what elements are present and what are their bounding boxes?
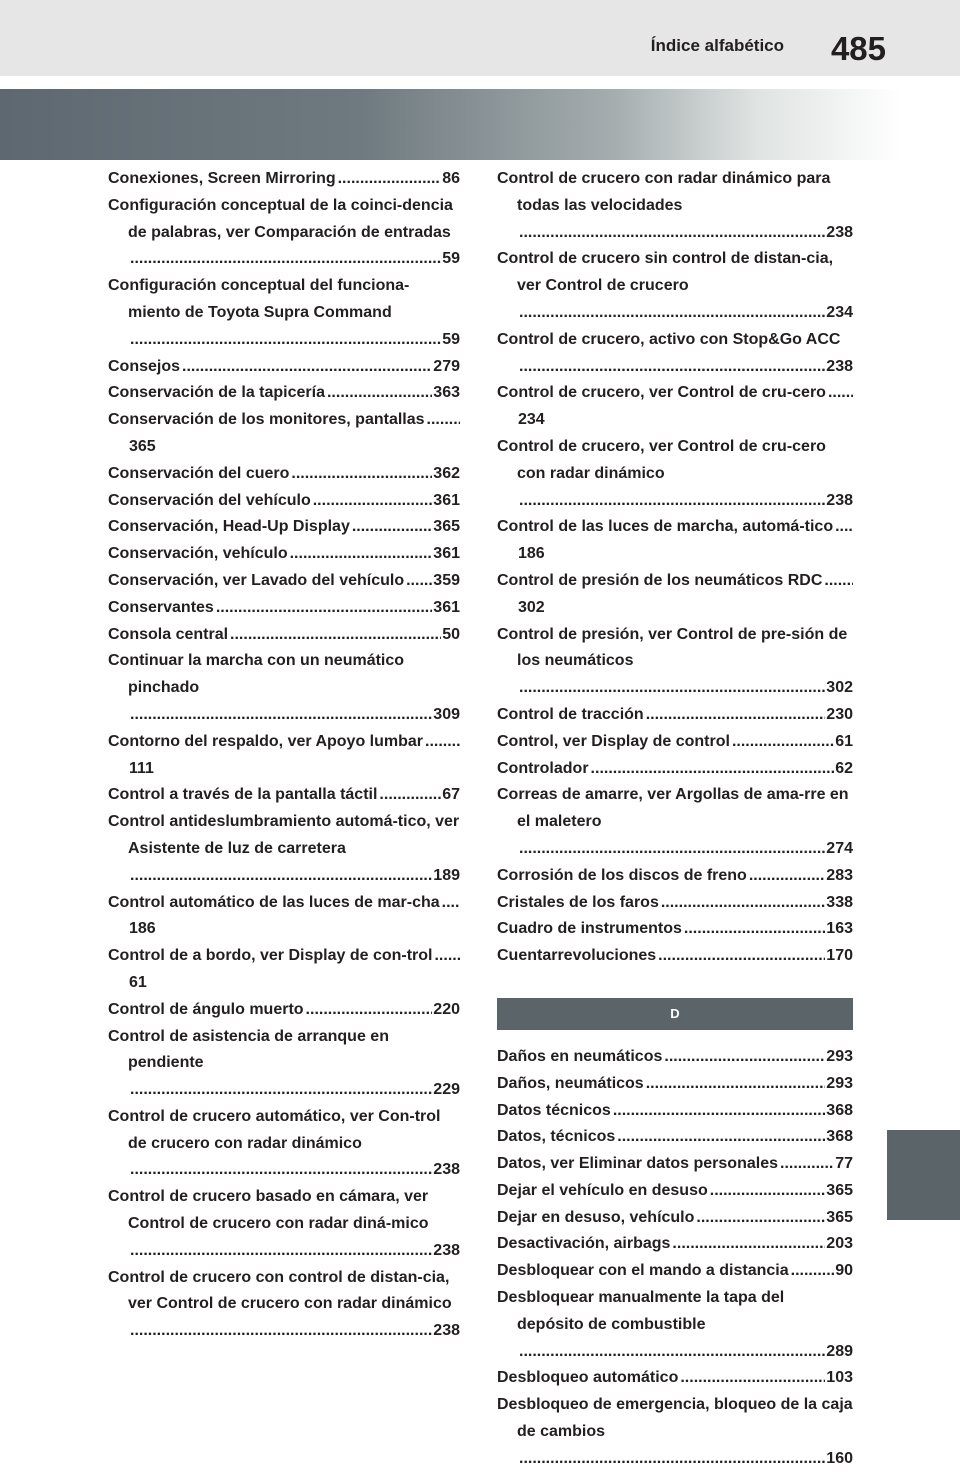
leader-dots <box>425 407 460 434</box>
leader-dots <box>423 729 460 756</box>
index-entry <box>497 246 853 326</box>
entry-page-number: 289 <box>826 1342 853 1360</box>
index-column-left <box>108 166 460 1345</box>
entry-label: Consola central <box>108 625 229 643</box>
leader-dots <box>325 380 432 407</box>
entry-page-number: 203 <box>826 1235 853 1253</box>
entry-label: Conservación, Head-Up Display <box>108 518 350 536</box>
entry-label: Control de crucero, activo con Stop&Go ACC <box>497 330 841 348</box>
index-entry <box>497 1205 853 1232</box>
index-entry <box>108 648 460 728</box>
entry-label: Control de crucero con control de distan-cia, ver Control de crucero con radar dinámico <box>108 1268 452 1313</box>
leader-dots <box>289 461 432 488</box>
entry-page-number: 368 <box>826 1128 853 1146</box>
leader-dots <box>128 327 441 354</box>
leader-dots <box>128 1238 432 1265</box>
index-entry <box>108 943 460 997</box>
leader-dots <box>214 595 432 622</box>
leader-dots <box>377 782 441 809</box>
entry-label: Control de presión, ver Control de pre-sión de los neumáticos <box>497 625 848 670</box>
leader-dots <box>404 568 432 595</box>
leader-dots <box>228 622 441 649</box>
index-entry <box>497 166 853 246</box>
index-entry <box>497 1285 853 1365</box>
entry-label: Corrosión de los discos de freno <box>497 866 747 884</box>
entry-page-number: 229 <box>433 1081 460 1099</box>
entry-page-number: 62 <box>835 759 853 777</box>
entry-page-number: 362 <box>433 464 460 482</box>
index-entry <box>108 1265 460 1345</box>
index-entry <box>497 514 853 568</box>
entry-label: Conservación de la tapicería <box>108 384 325 402</box>
letter-divider-d: D <box>497 998 853 1030</box>
entry-page-number: 238 <box>433 1161 460 1179</box>
entry-page-number: 274 <box>826 839 853 857</box>
entry-page-number: 238 <box>826 357 853 375</box>
entry-label: Control de crucero basado en cámara, ver Control de crucero con radar diná-mico <box>108 1188 429 1233</box>
entry-label: Controlador <box>497 759 589 777</box>
entry-page-number: 77 <box>835 1155 853 1173</box>
entry-page-number: 365 <box>129 437 156 455</box>
index-entry <box>108 729 460 783</box>
leader-dots <box>778 1151 834 1178</box>
entry-label: Control de crucero automático, ver Con-trol de crucero con radar dinámico <box>108 1107 441 1152</box>
entry-page-number: 186 <box>129 920 156 938</box>
entry-page-number: 365 <box>826 1181 853 1199</box>
index-column-right <box>497 166 853 1473</box>
entry-label: Conservación, vehículo <box>108 545 288 563</box>
entry-page-number: 103 <box>826 1369 853 1387</box>
entry-label: Conservación, ver Lavado del vehículo <box>108 571 405 589</box>
entry-label: Contorno del respaldo, ver Apoyo lumbar <box>108 732 423 750</box>
entry-label: Control antideslumbramiento automá-tico, ver Asistente de luz de carretera <box>108 813 460 857</box>
entry-page-number: 59 <box>442 330 460 348</box>
index-entry <box>497 1071 853 1098</box>
entry-label: Control de crucero, ver Control de cru-cero con radar dinámico <box>497 437 826 482</box>
index-entry <box>108 461 460 488</box>
leader-dots <box>128 702 432 729</box>
index-entry <box>108 595 460 622</box>
index-entry <box>497 1044 853 1071</box>
leader-dots <box>517 220 825 247</box>
entry-page-number: 234 <box>518 411 545 429</box>
index-entry <box>497 916 853 943</box>
entry-label: Conservación de los monitores, pantallas <box>108 411 425 429</box>
entry-label: Conservación del vehículo <box>108 491 311 509</box>
entry-label: Control de las luces de marcha, automá-tico <box>497 518 834 536</box>
index-entry <box>497 1365 853 1392</box>
entry-label: Cristales de los faros <box>497 893 659 911</box>
leader-dots <box>128 1318 432 1345</box>
leader-dots <box>517 488 825 515</box>
leader-dots <box>304 997 433 1024</box>
entry-label: Control de asistencia de arranque en pendiente <box>108 1027 389 1072</box>
index-entry <box>497 1151 853 1178</box>
index-entry <box>497 380 853 434</box>
index-entry <box>108 1104 460 1184</box>
entry-label: Daños en neumáticos <box>497 1047 663 1065</box>
index-entry <box>108 809 460 889</box>
index-entry <box>108 166 460 193</box>
leader-dots <box>350 514 432 541</box>
entry-label: Desbloqueo automático <box>497 1369 679 1387</box>
leader-dots <box>730 729 834 756</box>
leader-dots <box>288 541 433 568</box>
entry-page-number: 170 <box>826 947 853 965</box>
entry-label: Control de crucero con radar dinámico para todas las velocidades <box>497 170 831 214</box>
entry-label: Desactivación, airbags <box>497 1235 671 1253</box>
page-number: 485 <box>830 30 886 67</box>
entry-label: Conservación del cuero <box>108 464 290 482</box>
leader-dots <box>128 1157 432 1184</box>
entry-label: Desbloqueo de emergencia, bloqueo de la caja de cambios <box>497 1396 853 1441</box>
index-entry <box>108 407 460 461</box>
index-entry <box>108 354 460 381</box>
leader-dots <box>662 1044 825 1071</box>
entry-label: Consejos <box>108 357 181 375</box>
leader-dots <box>517 836 825 863</box>
leader-dots <box>517 300 825 327</box>
entry-page-number: 302 <box>518 598 545 616</box>
leader-dots <box>644 702 826 729</box>
entry-page-number: 361 <box>433 598 460 616</box>
entry-page-number: 238 <box>433 1322 460 1340</box>
index-entry <box>108 1024 460 1104</box>
leader-dots <box>128 1077 432 1104</box>
entry-page-number: 186 <box>518 545 545 563</box>
index-entry <box>497 1124 853 1151</box>
index-entry <box>108 997 460 1024</box>
entry-page-number: 293 <box>826 1074 853 1092</box>
leader-dots <box>311 488 433 515</box>
leader-dots <box>517 675 825 702</box>
index-entry <box>108 1184 460 1264</box>
leader-dots <box>789 1258 835 1285</box>
index-entry <box>108 890 460 944</box>
index-entry <box>497 729 853 756</box>
index-entry <box>108 782 460 809</box>
index-entry <box>108 514 460 541</box>
entry-page-number: 293 <box>826 1047 853 1065</box>
entry-label: Control, ver Display de control <box>497 732 730 750</box>
entry-label: Control de a bordo, ver Display de con-trol <box>108 947 433 965</box>
index-entry <box>497 434 853 514</box>
leader-dots <box>644 1071 826 1098</box>
entry-page-number: 309 <box>433 705 460 723</box>
header-band <box>0 89 900 160</box>
index-entry <box>108 488 460 515</box>
top-strip <box>0 0 960 76</box>
index-entry <box>497 1178 853 1205</box>
entry-page-number: 365 <box>433 518 460 536</box>
index-entry <box>497 943 853 970</box>
entry-label: Control automático de las luces de mar-cha <box>108 893 440 911</box>
entry-page-number: 368 <box>826 1101 853 1119</box>
index-entry <box>497 782 853 862</box>
leader-dots <box>678 1365 825 1392</box>
index-list-d <box>497 1044 853 1473</box>
leader-dots <box>615 1124 825 1151</box>
entry-label: Configuración conceptual del funciona-miento de Toyota Supra Command <box>108 277 410 321</box>
leader-dots <box>180 354 432 381</box>
leader-dots <box>128 863 432 890</box>
entry-label: Control a través de la pantalla táctil <box>108 786 378 804</box>
index-entry <box>108 568 460 595</box>
leader-dots <box>670 1231 825 1258</box>
entry-label: Conservantes <box>108 598 214 616</box>
leader-dots <box>826 380 853 407</box>
leader-dots <box>656 943 825 970</box>
entry-label: Dejar en desuso, vehículo <box>497 1208 695 1226</box>
entry-page-number: 90 <box>835 1262 853 1280</box>
section-title: Índice alfabético <box>650 36 784 55</box>
entry-label: Control de tracción <box>497 705 644 723</box>
index-entry <box>497 568 853 622</box>
entry-label: Daños, neumáticos <box>497 1074 644 1092</box>
entry-page-number: 111 <box>129 759 154 777</box>
entry-page-number: 238 <box>826 491 853 509</box>
entry-page-number: 61 <box>129 973 147 991</box>
entry-page-number: 59 <box>442 250 460 268</box>
entry-page-number: 160 <box>826 1449 853 1467</box>
entry-page-number: 359 <box>433 571 460 589</box>
entry-label: Control de crucero sin control de distan-cia, ver Control de crucero <box>497 250 834 295</box>
index-entry <box>497 622 853 702</box>
index-entry <box>108 541 460 568</box>
leader-dots <box>708 1178 826 1205</box>
entry-page-number: 279 <box>433 357 460 375</box>
entry-label: Cuentarrevoluciones <box>497 947 657 965</box>
leader-dots <box>440 890 460 917</box>
leader-dots <box>682 916 825 943</box>
entry-page-number: 365 <box>826 1208 853 1226</box>
entry-page-number: 361 <box>433 545 460 563</box>
entry-label: Datos, ver Eliminar datos personales <box>497 1155 778 1173</box>
entry-label: Configuración conceptual de la coinci-dencia de palabras, ver Comparación de entradas <box>108 196 453 241</box>
index-list-c <box>497 166 853 970</box>
entry-page-number: 363 <box>433 384 460 402</box>
entry-page-number: 302 <box>826 679 853 697</box>
entry-page-number: 283 <box>826 866 853 884</box>
entry-label: Datos, técnicos <box>497 1128 616 1146</box>
entry-page-number: 189 <box>433 866 460 884</box>
index-entry <box>108 193 460 273</box>
index-entry <box>497 1392 853 1472</box>
entry-label: Datos técnicos <box>497 1101 611 1119</box>
index-entry <box>497 702 853 729</box>
leader-dots <box>336 166 442 193</box>
entry-page-number: 361 <box>433 491 460 509</box>
entry-page-number: 50 <box>442 625 460 643</box>
leader-dots <box>833 514 853 541</box>
entry-label: Desbloquear con el mando a distancia <box>497 1262 789 1280</box>
leader-dots <box>747 863 825 890</box>
entry-page-number: 234 <box>826 303 853 321</box>
index-entry <box>497 890 853 917</box>
index-entry <box>497 756 853 783</box>
index-entry <box>108 380 460 407</box>
entry-label: Conexiones, Screen Mirroring <box>108 170 336 187</box>
entry-label: Control de ángulo muerto <box>108 1000 304 1018</box>
index-entry <box>497 1231 853 1258</box>
entry-page-number: 163 <box>826 920 853 938</box>
entry-page-number: 61 <box>835 732 853 750</box>
entry-page-number: 67 <box>442 786 460 804</box>
entry-label: Continuar la marcha con un neumático pinchado <box>108 652 405 697</box>
entry-label: Cuadro de instrumentos <box>497 920 682 938</box>
index-entry <box>108 273 460 353</box>
index-entry <box>497 327 853 381</box>
leader-dots <box>694 1205 825 1232</box>
index-entry <box>497 863 853 890</box>
entry-page-number: 86 <box>442 170 460 187</box>
leader-dots <box>822 568 853 595</box>
entry-label: Dejar el vehículo en desuso <box>497 1181 708 1199</box>
entry-label: Control de presión de los neumáticos RDC <box>497 571 823 589</box>
entry-page-number: 238 <box>826 223 853 241</box>
leader-dots <box>589 756 835 783</box>
entry-label: Desbloquear manualmente la tapa del depósito de combustible <box>497 1289 785 1333</box>
index-entry <box>497 1258 853 1285</box>
leader-dots <box>517 1339 825 1366</box>
index-entry <box>497 1098 853 1125</box>
leader-dots <box>517 1446 825 1473</box>
leader-dots <box>128 246 441 273</box>
leader-dots <box>611 1098 825 1125</box>
leader-dots <box>517 354 825 381</box>
entry-page-number: 338 <box>826 893 853 911</box>
entry-page-number: 238 <box>433 1241 460 1259</box>
entry-label: Correas de amarre, ver Argollas de ama-rre en el maletero <box>497 786 849 831</box>
entry-label: Control de crucero, ver Control de cru-cero <box>497 384 826 402</box>
index-entry <box>108 622 460 649</box>
leader-dots <box>659 890 825 917</box>
leader-dots <box>432 943 460 970</box>
entry-page-number: 220 <box>433 1000 460 1018</box>
side-tab <box>887 1130 960 1220</box>
entry-page-number: 230 <box>826 705 853 723</box>
